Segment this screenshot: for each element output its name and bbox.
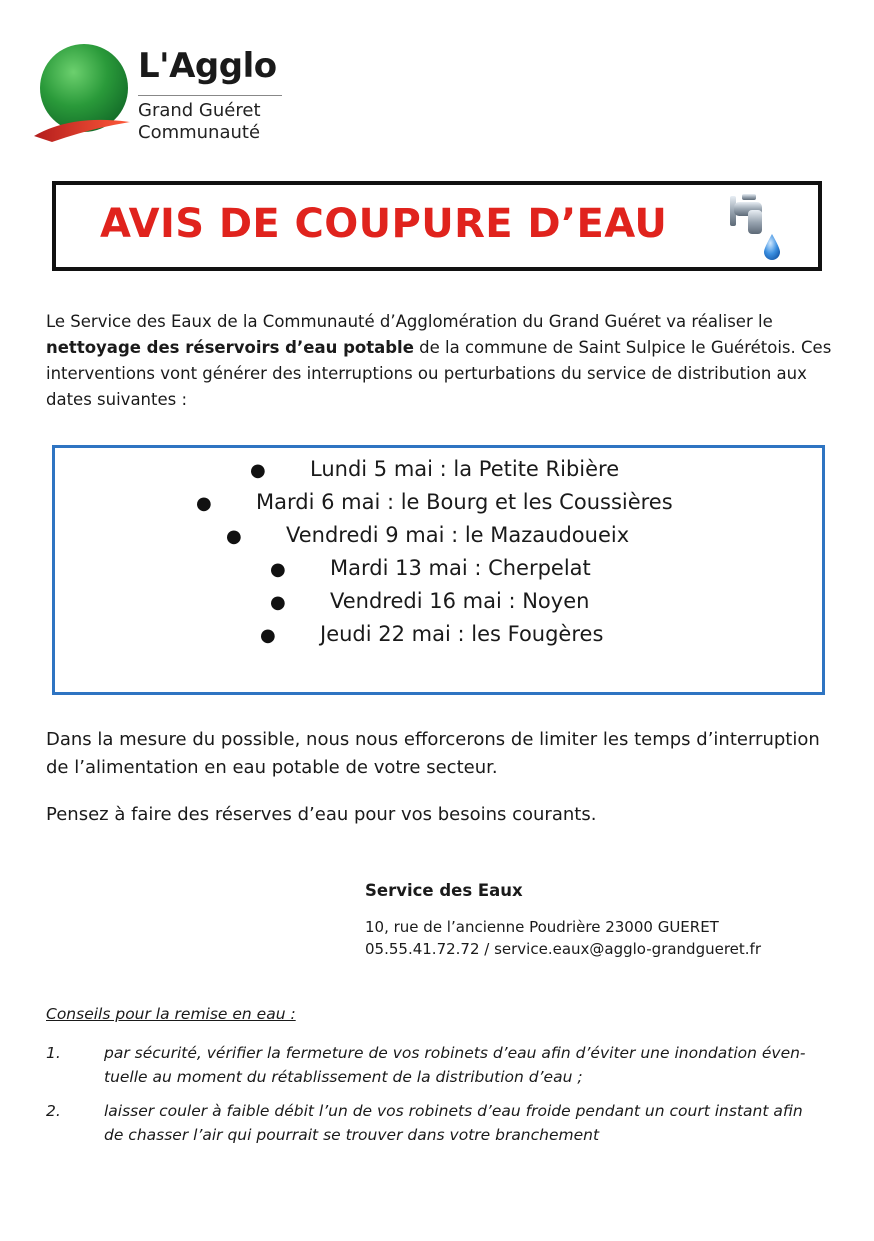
date-item: Vendredi 16 mai : Noyen	[330, 589, 590, 613]
tip-text: laisser couler à faible débit l’un de vos robinets d’eau froide pendant un court instant afin de chasser l’air qui pourrait se trouver dans votre branchement	[104, 1102, 803, 1144]
page-title: AVIS DE COUPURE D’EAU	[100, 201, 668, 247]
bullet-icon: ●	[260, 625, 276, 646]
intro-text-end: de la commune de Saint Sulpice le Guérétois. Ces interventions vont générer des interruptions ou perturbations du service de distribution aux dates suivantes :	[46, 338, 832, 409]
tip-number: 2.	[46, 1102, 61, 1120]
bullet-icon: ●	[270, 559, 286, 580]
tips-heading: Conseils pour la remise en eau :	[46, 1005, 296, 1023]
service-contact: 05.55.41.72.72 / service.eaux@agglo-grandgueret.fr	[365, 940, 761, 958]
bullet-icon: ●	[196, 493, 212, 514]
bullet-icon: ●	[250, 460, 266, 481]
advice-paragraph: Pensez à faire des réserves d’eau pour vos besoins courants.	[46, 804, 597, 825]
service-address: 10, rue de l’ancienne Poudrière 23000 GUERET	[365, 918, 719, 936]
intro-text-start: Le Service des Eaux de la Communauté d’Agglomération du Grand Guéret va réaliser le	[46, 312, 773, 331]
tip-number: 1.	[46, 1044, 61, 1062]
date-item: Mardi 6 mai : le Bourg et les Coussières	[256, 490, 673, 514]
date-item: Vendredi 9 mai : le Mazaudoueix	[286, 523, 630, 547]
logo-subtitle-line2: Communauté	[138, 122, 261, 143]
tip-text: par sécurité, vérifier la fermeture de vos robinets d’eau afin d’éviter une inondation éven-tuelle au moment du rétablissement de la distribution d’eau ;	[104, 1044, 806, 1086]
bullet-icon: ●	[226, 526, 242, 547]
intro-emphasis: nettoyage des réservoirs d’eau potable	[46, 338, 414, 357]
logo-title: L'Agglo	[138, 46, 277, 86]
date-item: Mardi 13 mai : Cherpelat	[330, 556, 591, 580]
logo-subtitle-line1: Grand Guéret	[138, 100, 261, 121]
bullet-icon: ●	[270, 592, 286, 613]
service-name: Service des Eaux	[365, 881, 523, 900]
date-item: Jeudi 22 mai : les Fougères	[320, 622, 604, 646]
intro-paragraph	[46, 309, 836, 413]
logo-divider	[138, 95, 282, 96]
date-item: Lundi 5 mai : la Petite Ribière	[310, 457, 620, 481]
closing-paragraph: Dans la mesure du possible, nous nous efforcerons de limiter les temps d’interruption de l’alimentation en eau potable de votre secteur.	[46, 729, 820, 778]
water-faucet-icon	[712, 190, 786, 262]
agglo-logo-icon	[32, 44, 132, 144]
